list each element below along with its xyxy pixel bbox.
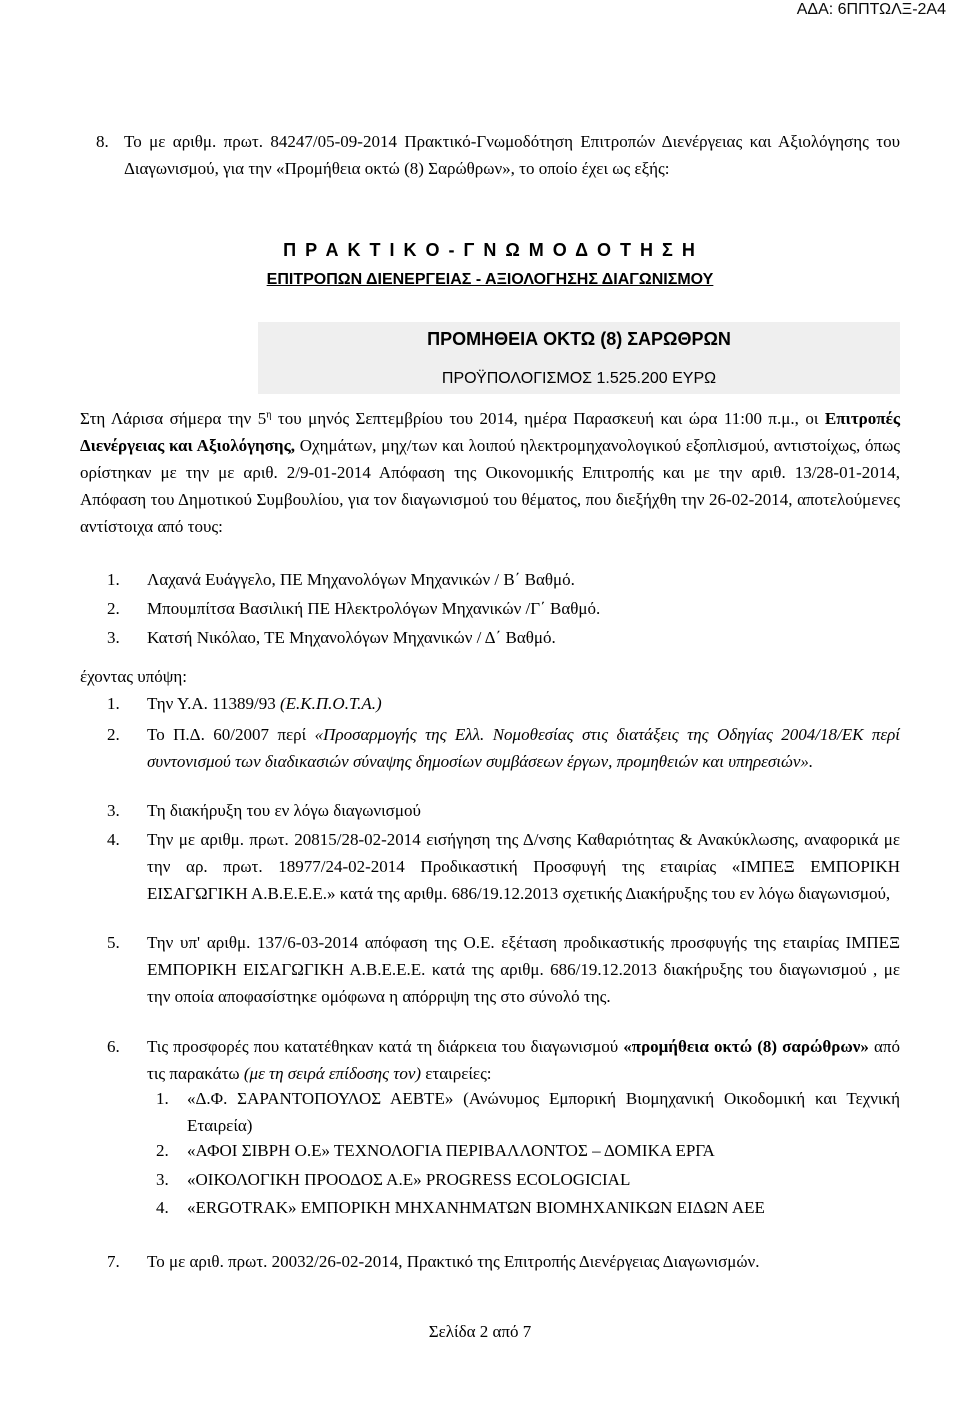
consideration-3-text: Τη διακήρυξη του εν λόγω διαγωνισμού bbox=[147, 801, 421, 820]
consideration-1-main: Την Υ.Α. 11389/93 bbox=[147, 694, 280, 713]
company-4-number: 4. bbox=[156, 1198, 169, 1217]
intro-part-1: Στη Λάρισα σήμερα την 5 bbox=[80, 409, 267, 428]
company-4-text: «ERGOTRAK» ΕΜΠΟΡΙΚΗ ΜΗΧΑΝΗΜΑΤΩΝ ΒΙΟΜΗΧΑΝΙΚΩΝ ΕΙΔΩΝ ΑΕΕ bbox=[187, 1198, 765, 1217]
heading-block bbox=[80, 235, 900, 295]
procurement-title: ΠΡΟΜΗΘΕΙΑ ΟΚΤΩ (8) ΣΑΡΩΘΡΩΝ bbox=[427, 329, 731, 349]
item-8-number: 8. bbox=[96, 132, 109, 151]
consideration-6-end: εταιρείες: bbox=[421, 1064, 492, 1083]
item-8-text: Το με αριθμ. πρωτ. 84247/05-09-2014 Πρακτικό-Γνωμοδότηση Επιτροπών Διενέργειας και Αξιολόγησης του Διαγωνισμού, για την «Προμήθεια οκτώ (8) Σαρώθρων», το οποίο έχει ως εξής: bbox=[124, 132, 900, 178]
consideration-3-number: 3. bbox=[107, 801, 120, 820]
member-2-text: Μπουμπίτσα Βασιλική ΠΕ Ηλεκτρολόγων Μηχανικών /Γ΄ Βαθμό. bbox=[147, 599, 601, 618]
company-2-text: «ΑΦΟΙ ΣΙΒΡΗ Ο.Ε» ΤΕΧΝΟΛΟΓΙΑ ΠΕΡΙΒΑΛΛΟΝΤΟΣ – ΔΟΜΙΚΑ ΕΡΓΑ bbox=[187, 1141, 715, 1160]
page-number: Σελίδα 2 από 7 bbox=[428, 1322, 532, 1341]
consideration-2-italic: «Προσαρμογής της Ελλ. Νομοθεσίας στις διατάξεις της Οδηγίας 2004/18/ΕΚ περί συντονισμού των διαδικασιών σύναψης δημοσίων συμβάσεων έργων, προμηθειών και υπηρεσιών». bbox=[147, 725, 900, 771]
company-1-text: «Δ.Φ. ΣΑΡΑΝΤΟΠΟΥΛΟΣ ΑΕΒΤΕ» (Ανώνυμος Εμπορική Βιομηχανική Οικοδομική και Τεχνική Εταιρεία) bbox=[187, 1089, 900, 1135]
company-3-text: «ΟΙΚΟΛΟΓΙΚΗ ΠΡΟΟΔΟΣ Α.Ε» PROGRESS ECOLOGICIAL bbox=[187, 1170, 631, 1189]
consideration-2-number: 2. bbox=[107, 725, 120, 744]
member-2-number: 2. bbox=[107, 599, 120, 618]
ada-code: ΑΔΑ: 6ΠΠΤΩΛΞ-2Α4 bbox=[796, 1, 946, 18]
consideration-6-main: Τις προσφορές που κατατέθηκαν κατά τη διάρκεια του διαγωνισμού bbox=[147, 1037, 624, 1056]
member-3-text: Κατσή Νικόλαο, ΤΕ Μηχανολόγων Μηχανικών / Δ΄ Βαθμό. bbox=[147, 628, 556, 647]
consideration-1-number: 1. bbox=[107, 694, 120, 713]
company-3-number: 3. bbox=[156, 1170, 169, 1189]
having-regard-label: έχοντας υπόψη: bbox=[80, 667, 187, 686]
intro-paragraph bbox=[80, 405, 900, 540]
consideration-1-text bbox=[147, 690, 382, 717]
heading-line-1: Π Ρ Α Κ Τ Ι Κ Ο - Γ Ν Ω Μ Ο Δ Ο Τ Η Σ Η bbox=[283, 240, 697, 260]
member-3-number: 3. bbox=[107, 628, 120, 647]
member-1-number: 1. bbox=[107, 570, 120, 589]
heading-line-2: ΕΠΙΤΡΟΠΩΝ ΔΙΕΝΕΡΓΕΙΑΣ - ΑΞΙΟΛΟΓΗΣΗΣ ΔΙΑΓΩΝΙΣΜΟΥ bbox=[266, 271, 714, 288]
company-2-number: 2. bbox=[156, 1141, 169, 1160]
consideration-2-text bbox=[147, 721, 900, 775]
intro-sup: η bbox=[266, 409, 272, 421]
consideration-1-italic: (Ε.Κ.Π.Ο.Τ.Α.) bbox=[280, 694, 382, 713]
consideration-5-number: 5. bbox=[107, 933, 120, 952]
consideration-4-text: Την με αριθμ. πρωτ. 20815/28-02-2014 εισήγηση της Δ/νσης Καθαριότητας & Ανακύκλωσης, αναφορικά με την αρ. πρωτ. 18977/24-02-2014 Προδικαστική Προσφυγή της εταιρίας «ΙΜΠΕΞ ΕΜΠΟΡΙΚΗ ΕΙΣΑΓΩΓΙΚΗ Α.Β.Ε.Ε.Ε.» κατά της αριθμ. 686/19.12.2013 σχετικής Διακήρυξης του εν λόγω διαγωνισμού, bbox=[147, 830, 900, 903]
consideration-6-number: 6. bbox=[107, 1037, 120, 1056]
consideration-6-mid: από τις παρακάτω bbox=[147, 1037, 900, 1083]
intro-committees: Επιτροπές Διενέργειας και Αξιολόγησης, bbox=[80, 409, 901, 455]
member-1-text: Λαχανά Ευάγγελο, ΠΕ Μηχανολόγων Μηχανικών / Β΄ Βαθμό. bbox=[147, 570, 575, 589]
consideration-2-main: Το Π.Δ. 60/2007 περί bbox=[147, 725, 315, 744]
consideration-7-text: Το με αριθ. πρωτ. 20032/26-02-2014, Πρακτικό της Επιτροπής Διενέργειας Διαγωνισμών. bbox=[147, 1252, 760, 1271]
consideration-6-italic: (με τη σειρά επίδοσης τον) bbox=[243, 1064, 422, 1083]
company-1-number: 1. bbox=[156, 1089, 169, 1108]
procurement-box bbox=[258, 322, 900, 394]
intro-part-2: του μηνός Σεπτεμβρίου του 2014, ημέρα Παρασκευή και ώρα 11:00 π.μ., οι bbox=[271, 409, 825, 428]
consideration-6-text bbox=[147, 1033, 900, 1087]
consideration-7-number: 7. bbox=[107, 1252, 120, 1271]
intro-part-4: Οχημάτων, μηχ/των και λοιπού ηλεκτρομηχανολογικού εξοπλισμού, αντιστοίχως, όπως ορίστηκαν με την με αριθ. 2/9-01-2014 Απόφαση της Οικονομικής Επιτροπής και με την αριθ. 13/28-01-2014, Απόφαση του Δημοτικού Συμβουλίου, για τον διαγωνισμού του θέματος, που διεξήχθη την 26-02-2014, αποτελούμενες αντίστοιχα από τους: bbox=[80, 436, 900, 536]
procurement-budget: ΠΡΟΫΠΟΛΟΓΙΣΜΟΣ 1.525.200 ΕΥΡΩ bbox=[441, 370, 717, 387]
consideration-4-number: 4. bbox=[107, 830, 120, 849]
consideration-5-text: Την υπ' αριθμ. 137/6-03-2014 απόφαση της Ο.Ε. εξέταση προδικαστικής προσφυγής της εταιρίας ΙΜΠΕΞ ΕΜΠΟΡΙΚΗ ΕΙΣΑΓΩΓΙΚΗ Α.Β.Ε.Ε.Ε. κατά της αριθμ. 686/19.12.2013 διακήρυξης του διαγωνισμού , με την οποία αποφασίστηκε ομόφωνα η απόρριψη της στο σύνολό της. bbox=[147, 933, 900, 1006]
consideration-6-bold: «προμήθεια οκτώ (8) σαρώθρων» bbox=[623, 1037, 869, 1056]
